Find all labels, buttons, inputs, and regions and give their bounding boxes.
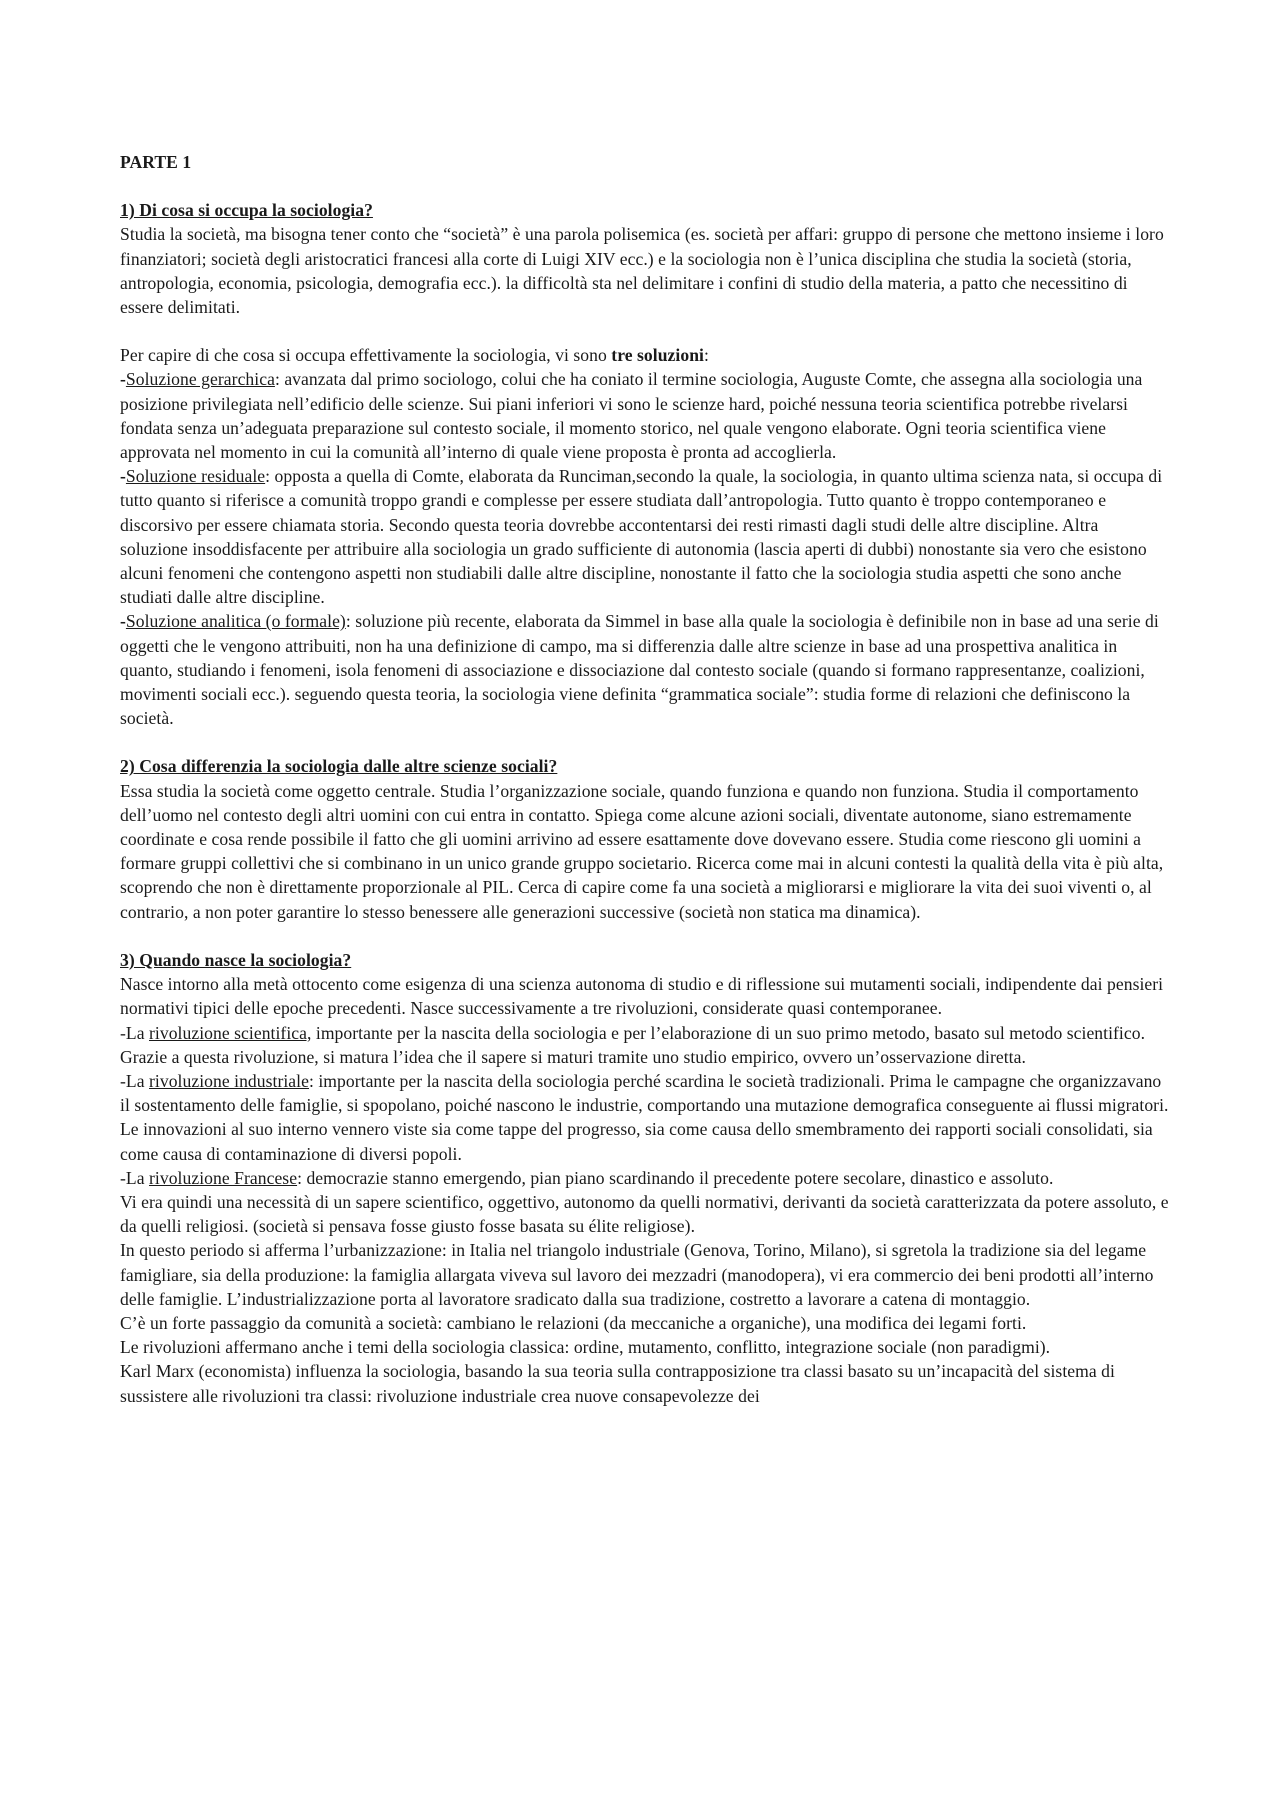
- three-solutions-bold: tre soluzioni: [611, 345, 704, 366]
- revolution-scientific-label: rivoluzione scientifica,: [149, 1022, 312, 1043]
- section-3-paragraph-2: Vi era quindi una necessità di un sapere scientifico, oggettivo, autonomo da quelli normativi, derivanti da società caratterizzata da potere assoluto, e da quelli religiosi. (società si pensava fosse giusto fosse basata su élite religiose).: [120, 1191, 1169, 1237]
- dash: -: [120, 369, 126, 390]
- solution-residual: [120, 464, 1170, 609]
- solution-analytic-label: Soluzione analitica (o formale): [125, 611, 346, 632]
- section-3-title: 3) Quando nasce la sociologia?: [120, 949, 352, 970]
- section-3-paragraph-6: Karl Marx (economista) influenza la sociologia, basando la sua teoria sulla contrapposizione tra classi basato su un’incapacità del sistema di sussistere alle rivoluzioni tra classi: rivoluzione industriale crea nuove consapevolezze dei: [120, 1361, 1115, 1406]
- solution-analytic: [120, 609, 1170, 730]
- revolution-prefix: -La: [120, 1167, 150, 1188]
- section-3-paragraph-5: Le rivoluzioni affermano anche i temi della sociologia classica: ordine, mutamento, conflitto, integrazione sociale (non paradigmi).: [120, 1337, 1051, 1358]
- spacer: [120, 924, 1170, 948]
- revolution-industrial: [120, 1069, 1170, 1166]
- section-1-title: 1) Di cosa si occupa la sociologia?: [120, 200, 373, 221]
- solution-residual-text: : opposta a quella di Comte, elaborata da Runciman,secondo la quale, la sociologia, in quanto ultima scienza nata, si occupa di tutto quanto si riferisce a comunità troppo grandi e complesse per essere studiata dall’antropologia. Tutto quanto è troppo contemporaneo e discorsivo per essere chiamata storia. Secondo questa teoria dovrebbe accontentarsi dei resti rimasti dagli studi delle altre discipline. Altra soluzione insoddisfacente per attribuire alla sociologia un grado sufficiente di autonomia (lascia aperti di dubbi) nonostante sia vero che esistono alcuni fenomeni che contengono aspetti non studiabili dalle altre discipline, nonostante il fatto che la sociologia studia aspetti che sono anche studiati dalle altre discipline.: [120, 466, 1163, 608]
- revolution-prefix: -La: [120, 1070, 150, 1091]
- revolution-scientific: [120, 1021, 1170, 1069]
- revolution-scientific-text: importante per la nascita della sociologia e per l’elaborazione di un suo primo metodo, basato sul metodo scientifico. Grazie a questa rivoluzione, si matura l’idea che il sapere si maturi tramite uno studio empirico, ovvero un’osservazione diretta.: [120, 1022, 1146, 1067]
- dash: -: [120, 466, 126, 487]
- revolution-prefix: -La: [120, 1022, 150, 1043]
- section-1-intro-solutions: [120, 343, 1170, 367]
- section-3-paragraph-3: In questo periodo si afferma l’urbanizzazione: in Italia nel triangolo industriale (Genova, Torino, Milano), si sgretola la tradizione sia del legame famigliare, sia della produzione: la famiglia allargata viveva sul lavoro dei mezzadri (manodopera), vi era commercio dei beni prodotti all’interno delle famiglie. L’industrializzazione porta al lavoratore sradicato dalla sua tradizione, costretto a lavorare a catena di montaggio.: [120, 1240, 1154, 1309]
- revolution-industrial-text: : importante per la nascita della sociologia perché scardina le società tradizionali. Prima le campagne che organizzavano il sostentamento delle famiglie, si spopolano, poiché nascono le industrie, comportando una mutazione demografica conseguente ai flussi migratori. Le innovazioni al suo interno vennero viste sia come tappe del progresso, sia come causa dello smembramento dei rapporti sociali consolidati, sia come causa di contaminazione di diversi popoli.: [120, 1070, 1169, 1164]
- section-1-paragraph: Studia la società, ma bisogna tener conto che “società” è una parola polisemica (es. società per affari: gruppo di persone che mettono insieme i loro finanziatori; società degli aristocratici francesi alla corte di Luigi XIV ecc.) e la sociologia non è l’unica disciplina che studia la società (storia, antropologia, economia, psicologia, demografia ecc.). la difficoltà sta nel delimitare i confini di studio della materia, a patto che necessitino di essere delimitati.: [120, 224, 1164, 318]
- part-title: PARTE 1: [120, 152, 192, 172]
- section-2-paragraph: Essa studia la società come oggetto centrale. Studia l’organizzazione sociale, quando funziona e quando non funziona. Studia il comportamento dell’uomo nel contesto degli altri uomini con cui entra in contatto. Spiega come alcune azioni sociali, diventate autonome, siano estremamente coordinate e cosa rende possibile il fatto che gli uomini arrivino ad essere esattamente dove dovevano essere. Studia come riescono gli uomini a formare gruppi collettivi che si combinano in un unico grande gruppo societario. Ricerca come mai in alcuni contesti la qualità della vita è più alta, scoprendo che non è direttamente proporzionale al PIL. Cerca di capire come fa una società a migliorarsi e migliorare la vita dei suoi viventi o, al contrario, a non poter garantire lo stesso benessere alle generazioni successive (società non statica ma dinamica).: [120, 780, 1164, 922]
- section-3: [120, 948, 1170, 1408]
- revolution-industrial-label: rivoluzione industriale: [149, 1070, 309, 1091]
- solution-hierarchical-text: : avanzata dal primo sociologo, colui che ha coniato il termine sociologia, Auguste Comte, che assegna alla sociologia una posizione privilegiata nell’edificio delle scienze. Sui piani inferiori vi sono le scienze hard, poiché nessuna teoria scientifica potrebbe rivelarsi fondata senza un’adeguata preparazione sul contesto sociale, il momento storico, nel quale vengono elaborate. Ogni teoria scientifica viene approvata nel momento in cui la comunità all’interno di quale viene proposta è pronta ad accoglierla.: [120, 369, 1143, 463]
- section-2: [120, 754, 1170, 923]
- spacer: [120, 319, 1170, 343]
- revolution-french: [120, 1166, 1170, 1190]
- revolution-french-text: : democrazie stanno emergendo, pian piano scardinando il precedente potere secolare, dinastico e assoluto.: [297, 1167, 1054, 1188]
- revolution-french-label: rivoluzione Francese: [149, 1167, 298, 1188]
- solution-analytic-text: : soluzione più recente, elaborata da Simmel in base alla quale la sociologia è definibile non in base ad una serie di oggetti che le vengono attribuiti, non ha una definizione di campo, ma si differenzia dalle altre scienze in base ad una prospettiva analitica in quanto, studiando i fenomeni, isola fenomeni di associazione e dissociazione dal contesto sociale (quando si formano rappresentanze, coalizioni, movimenti sociali ecc.). seguendo questa teoria, la sociologia viene definita “grammatica sociale”: studia forme di relazioni che definiscono la società.: [120, 611, 1159, 729]
- colon: :: [703, 345, 709, 366]
- document-page: [120, 150, 1170, 1408]
- intro-text: Per capire di che cosa si occupa effettivamente la sociologia, vi sono: [120, 345, 612, 366]
- dash: -: [120, 611, 126, 632]
- section-2-title: 2) Cosa differenzia la sociologia dalle altre scienze sociali?: [120, 756, 558, 777]
- solution-residual-label: Soluzione residuale: [125, 466, 266, 487]
- solution-hierarchical: [120, 367, 1170, 464]
- section-1: [120, 198, 1170, 730]
- section-3-paragraph-1: Nasce intorno alla metà ottocento come esigenza di una scienza autonoma di studio e di riflessione sui mutamenti sociali, indipendente dai pensieri normativi tipici delle epoche precedenti. Nasce successivamente a tre rivoluzioni, considerate quasi contemporanee.: [120, 974, 1164, 1019]
- spacer: [120, 730, 1170, 754]
- section-3-paragraph-4: C’è un forte passaggio da comunità a società: cambiano le relazioni (da meccaniche a organiche), una modifica dei legami forti.: [120, 1312, 1027, 1333]
- solution-hierarchical-label: Soluzione gerarchica: [125, 369, 275, 390]
